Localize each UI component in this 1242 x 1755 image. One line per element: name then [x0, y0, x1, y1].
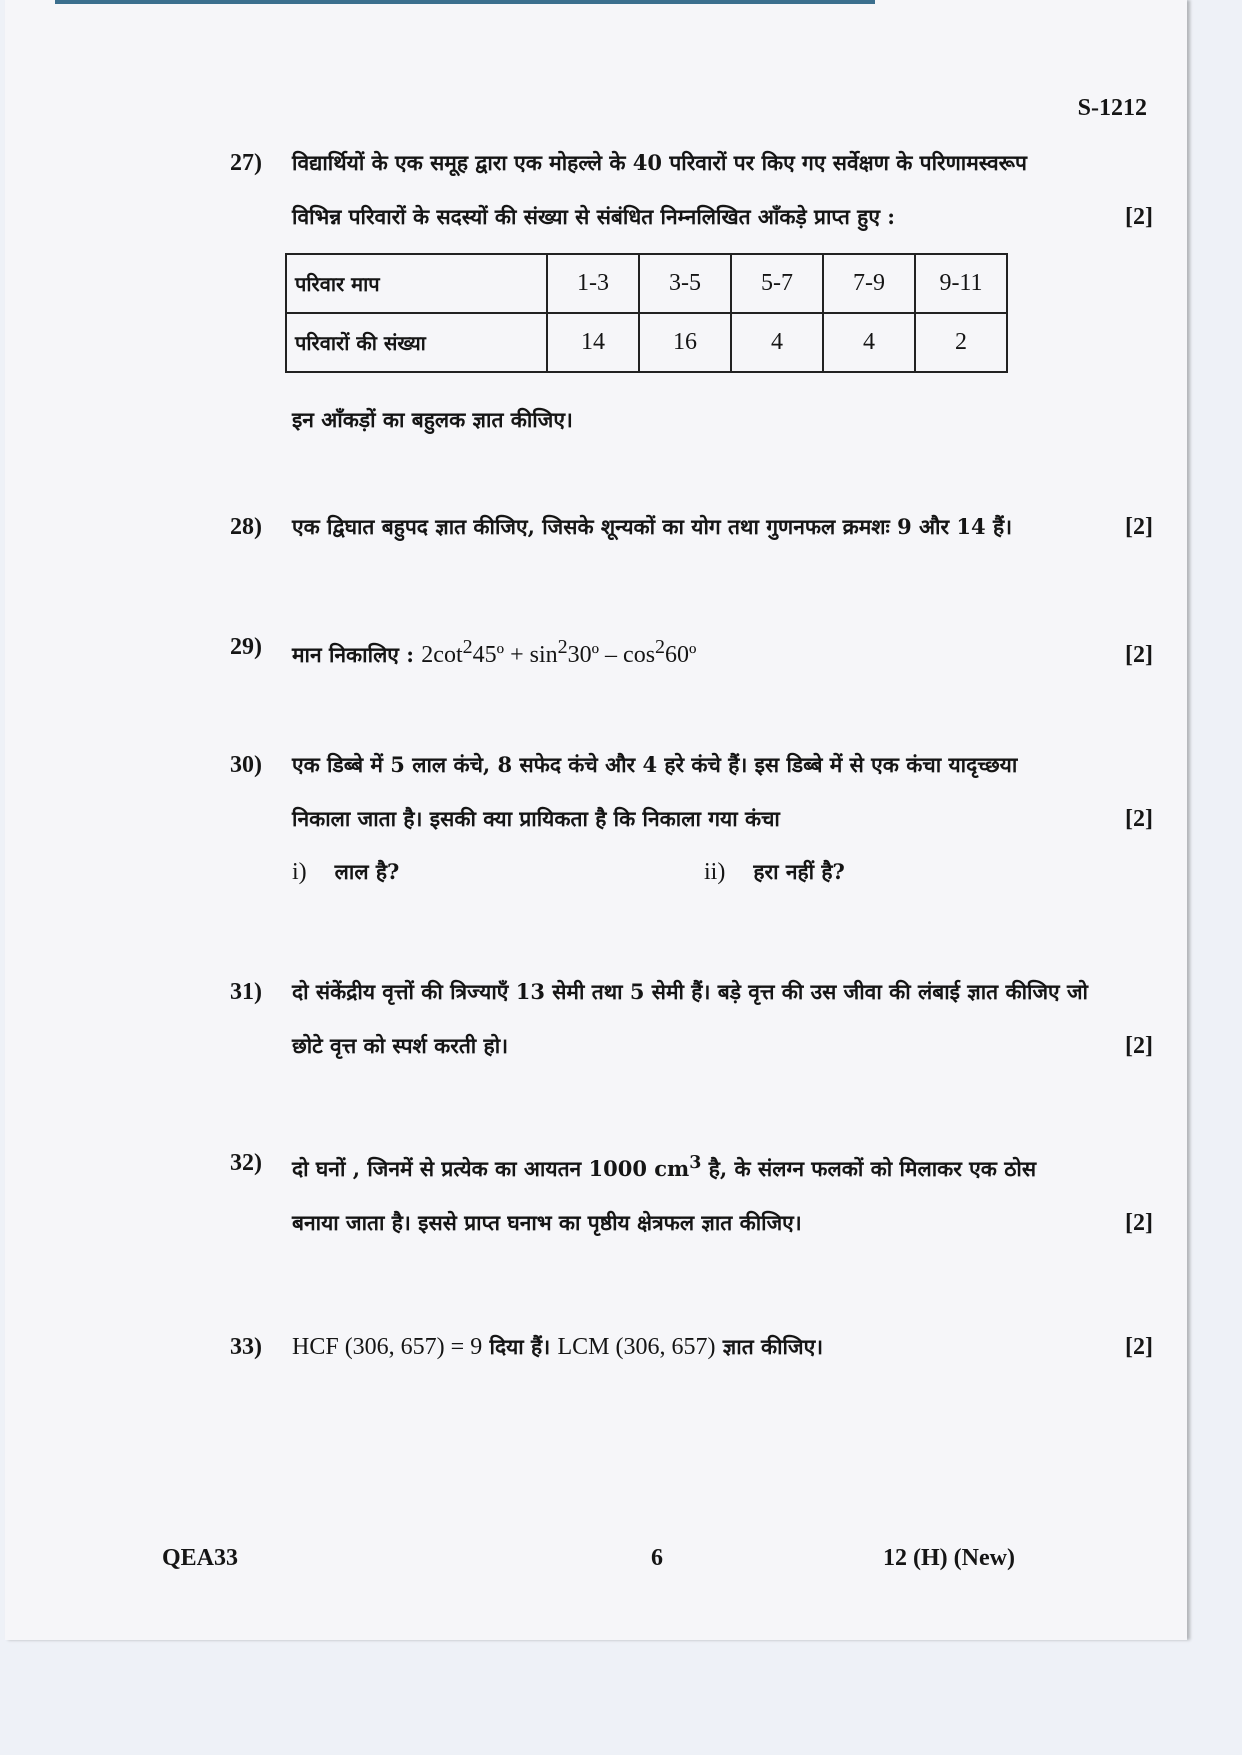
question-text: [292, 620, 1153, 682]
question-31: [230, 965, 1153, 1073]
footer-code: QEA33: [162, 1545, 239, 1571]
question-line: [292, 1320, 1153, 1374]
question-line: [292, 792, 1153, 846]
question-line-text: बनाया जाता है। इससे प्राप्त घनाभ का पृष्ठीय क्षेत्रफल ज्ञात कीजिए।: [292, 1210, 802, 1235]
question-line: [292, 190, 1153, 244]
option-ii: [704, 858, 845, 886]
question-line: दो संकेंद्रीय वृत्तों की त्रिज्याएँ 13 सेमी तथा 5 सेमी हैं। बड़े वृत्त की उस जीवा की लंबाई ज्ञात कीजिए जो: [292, 979, 1088, 1004]
option-number: ii): [704, 859, 726, 885]
frequency-table: [285, 253, 1008, 373]
question-line-text: एक द्विघात बहुपद ज्ञात कीजिए, जिसके शून्यकों का योग तथा गुणनफल क्रमशः 9 और 14 हैं।: [292, 514, 1013, 539]
question-line: [292, 620, 1153, 682]
table-cell: 7-9: [823, 254, 915, 313]
question-text: [292, 1320, 1153, 1374]
top-scan-edge: [55, 0, 875, 4]
table-cell: 9-11: [915, 254, 1007, 313]
table-cell: 1-3: [547, 254, 639, 313]
question-30: [230, 738, 1153, 846]
question-line: [292, 1196, 1153, 1250]
expression-prefix: मान निकालिए :: [292, 642, 422, 667]
question-text: [292, 500, 1153, 554]
option-text: हरा नहीं है?: [753, 859, 845, 884]
question-number: 30): [230, 752, 262, 778]
table-cell: 14: [547, 313, 639, 372]
table-row: [286, 313, 1007, 372]
question-number: 31): [230, 979, 262, 1005]
table-cell: 4: [823, 313, 915, 372]
table-cell: 16: [639, 313, 731, 372]
question-number: 32): [230, 1150, 262, 1176]
question-text: [292, 136, 1153, 244]
row-header-family-count: परिवारों की संख्या: [286, 313, 547, 372]
marks-label: [2]: [1125, 1033, 1153, 1059]
question-27-instruction: इन आँकड़ों का बहुलक ज्ञात कीजिए।: [292, 407, 573, 432]
exam-page: [5, 0, 1187, 1640]
math-expression: $2\cot^245º$ + $\sin^230º$ – $\cos^260º$: [421, 636, 697, 668]
table-cell: 2: [915, 313, 1007, 372]
question-27: [230, 136, 1153, 244]
question-29: [230, 620, 1153, 682]
question-text: [292, 1136, 1153, 1250]
option-i: [292, 858, 399, 886]
question-text: [292, 738, 1153, 846]
table-cell: 3-5: [639, 254, 731, 313]
question-line-text: निकाला जाता है। इसकी क्या प्रायिकता है कि निकाला गया कंचा: [292, 806, 780, 831]
option-text: लाल है?: [334, 859, 400, 884]
question-line-text: HCF (306, 657) = 9 दिया हैं। LCM (306, 657) ज्ञात कीजिए।: [292, 1334, 824, 1360]
question-33: [230, 1320, 1153, 1374]
table-row: [286, 254, 1007, 313]
table-cell: 4: [731, 313, 823, 372]
question-number: 28): [230, 514, 262, 540]
question-32: [230, 1136, 1153, 1250]
question-line: [292, 1019, 1153, 1073]
option-number: i): [292, 859, 307, 885]
question-line-text: विभिन्न परिवारों के सदस्यों की संख्या से संबंधित निम्नलिखित आँकड़े प्राप्त हुए :: [292, 204, 896, 229]
page-number: 6: [651, 1545, 663, 1571]
marks-label: [2]: [1125, 806, 1153, 832]
question-line: एक डिब्बे में 5 लाल कंचे, 8 सफेद कंचे और 4 हरे कंचे हैं। इस डिब्बे में से एक कंचा यादृच्छया: [292, 752, 1018, 777]
question-line-text: [292, 620, 697, 682]
question-number: 29): [230, 634, 262, 660]
question-28: [230, 500, 1153, 554]
question-number: 27): [230, 150, 262, 176]
marks-label: [2]: [1125, 514, 1153, 540]
question-line-text: छोटे वृत्त को स्पर्श करती हो।: [292, 1033, 509, 1058]
question-line: दो घनों , जिनमें से प्रत्येक का आयतन 1000 $cm^3$ है, के संलग्न फलकों को मिलाकर एक ठोस: [292, 1153, 1037, 1181]
table-cell: 5-7: [731, 254, 823, 313]
paper-code: S-1212: [1077, 95, 1147, 121]
question-text: [292, 965, 1153, 1073]
question-line: [292, 500, 1153, 554]
question-line: विद्यार्थियों के एक समूह द्वारा एक मोहल्ले के 40 परिवारों पर किए गए सर्वेक्षण के परिणामस्वरूप: [292, 150, 1027, 175]
footer-version: 12 (H) (New): [883, 1545, 1015, 1571]
row-header-family-size: परिवार माप: [286, 254, 547, 313]
question-number: 33): [230, 1334, 262, 1360]
marks-label: [2]: [1125, 204, 1153, 230]
marks-label: [2]: [1125, 1210, 1153, 1236]
marks-label: [2]: [1125, 1334, 1153, 1360]
marks-label: [2]: [1125, 642, 1153, 668]
